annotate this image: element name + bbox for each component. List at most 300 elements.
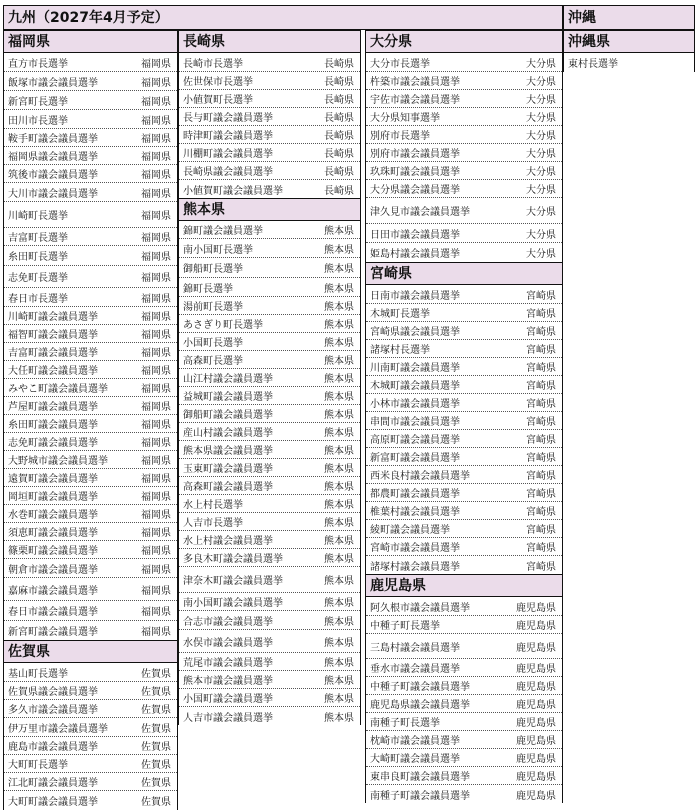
election-prefecture: 宮崎県 (526, 471, 556, 482)
election-name: 水上村議会議員選挙 (183, 536, 273, 547)
election-prefecture: 福岡県 (141, 58, 171, 70)
pref-header (563, 30, 695, 53)
election-name: 鹿島市議会議員選挙 (8, 742, 98, 753)
pref-header (365, 262, 563, 285)
election-prefecture: 熊本県 (324, 536, 354, 547)
election-row (366, 180, 562, 198)
election-name: 佐世保市長選挙 (183, 77, 253, 88)
election-row (4, 147, 177, 165)
election-row (366, 243, 562, 262)
election-prefecture: 宮崎県 (526, 381, 556, 392)
election-row (4, 773, 177, 791)
election-row (4, 307, 177, 325)
election-prefecture: 大分県 (526, 58, 556, 70)
election-name: 飯塚市議会議員選挙 (8, 77, 98, 89)
election-row (4, 325, 177, 343)
election-prefecture: 福岡県 (141, 564, 171, 576)
pref-header-text: 福岡県 (8, 33, 50, 50)
election-row (366, 108, 562, 126)
election-prefecture: 大分県 (526, 229, 556, 241)
election-prefecture: 福岡県 (141, 492, 171, 503)
election-prefecture: 宮崎県 (526, 489, 556, 500)
election-prefecture: 大分県 (526, 113, 556, 124)
election-name: 大分市長選挙 (370, 58, 430, 70)
election-prefecture: 鹿児島県 (516, 718, 556, 729)
election-name: 中種子町長選挙 (370, 621, 440, 632)
election-name: 南種子町議会議員選挙 (370, 790, 470, 802)
election-row (4, 266, 177, 288)
election-prefecture: 福岡県 (141, 134, 171, 145)
election-row (366, 376, 562, 394)
election-prefecture: 福岡県 (141, 366, 171, 377)
election-name: 大崎町議会議員選挙 (370, 754, 460, 765)
election-row (366, 767, 562, 785)
election-prefecture: 宮崎県 (526, 543, 556, 554)
election-row (179, 239, 360, 258)
election-row (366, 785, 562, 803)
election-name: 基山町長選挙 (8, 668, 68, 680)
election-name: 日田市議会議員選挙 (370, 229, 460, 241)
election-prefecture: 福岡県 (141, 627, 171, 638)
election-prefecture: 熊本県 (324, 482, 354, 493)
election-row (4, 129, 177, 147)
election-name: 熊本県議会議員選挙 (183, 446, 273, 457)
election-prefecture: 熊本県 (324, 694, 354, 705)
election-row (4, 451, 177, 469)
election-name: 伊万里市議会議員選挙 (8, 723, 108, 735)
election-prefecture: 福岡県 (141, 77, 171, 89)
election-prefecture: 大分県 (526, 249, 556, 260)
election-name: 長与町議会議員選挙 (183, 113, 273, 124)
election-row (4, 682, 177, 700)
election-name: 人吉市長選挙 (183, 518, 243, 529)
election-prefecture: 福岡県 (141, 211, 171, 222)
election-row (4, 183, 177, 202)
election-row (4, 663, 177, 682)
election-name: 椎葉村議会議員選挙 (370, 507, 460, 518)
election-name: 筑後市議会議員選挙 (8, 170, 98, 181)
election-row (366, 144, 562, 162)
election-row (4, 228, 177, 246)
election-name: 大任町議会議員選挙 (8, 366, 98, 377)
election-prefecture: 長崎県 (324, 131, 354, 142)
election-name: 東串良町議会議員選挙 (370, 772, 470, 783)
election-row (4, 700, 177, 718)
election-prefecture: 佐賀県 (141, 668, 171, 680)
election-name: 中種子町議会議員選挙 (370, 682, 470, 693)
election-row (179, 333, 360, 351)
election-name: 芦屋町議会議員選挙 (8, 402, 98, 413)
election-prefecture: 熊本県 (324, 283, 354, 295)
election-prefecture: 長崎県 (324, 95, 354, 106)
election-name: 朝倉市議会議員選挙 (8, 564, 98, 576)
election-name: 江北町議会議員選挙 (8, 778, 98, 789)
election-name: 錦町議会議員選挙 (183, 226, 263, 237)
election-prefecture: 熊本県 (324, 338, 354, 349)
election-row (366, 72, 562, 90)
election-row (4, 433, 177, 451)
election-name: 田川市長選挙 (8, 115, 68, 127)
pref-header-text: 長崎県 (183, 33, 225, 50)
election-row (179, 477, 360, 495)
election-prefecture: 熊本県 (324, 446, 354, 457)
election-row (4, 415, 177, 433)
election-name: 宇佐市議会議員選挙 (370, 95, 460, 106)
election-name: 大町町長選挙 (8, 760, 68, 771)
election-row (179, 221, 360, 239)
election-name: 福智町議会議員選挙 (8, 330, 98, 341)
election-row (366, 322, 562, 340)
election-row (4, 718, 177, 737)
election-row (179, 630, 360, 653)
election-prefecture: 福岡県 (141, 474, 171, 485)
election-name: 多久市議会議員選挙 (8, 705, 98, 716)
election-row (4, 165, 177, 183)
election-prefecture: 熊本県 (324, 428, 354, 439)
election-row (179, 593, 360, 611)
election-prefecture: 宮崎県 (526, 435, 556, 446)
election-name: 直方市長選挙 (8, 58, 68, 70)
election-name: 垂水市議会議員選挙 (370, 664, 460, 675)
election-name: 遠賀町議会議員選挙 (8, 474, 98, 485)
election-row (366, 430, 562, 448)
election-prefecture: 大分県 (526, 149, 556, 160)
election-row (179, 53, 360, 72)
election-row (179, 144, 360, 162)
election-prefecture: 福岡県 (141, 456, 171, 467)
election-prefecture: 宮崎県 (526, 417, 556, 428)
election-name: 合志市議会議員選挙 (183, 616, 273, 628)
election-prefecture: 佐賀県 (141, 723, 171, 735)
election-name: 杵築市議会議員選挙 (370, 77, 460, 88)
region-title-text: 九州（2027年4月予定） (8, 9, 169, 26)
election-row (4, 246, 177, 266)
election-row (564, 53, 694, 72)
election-row (179, 126, 360, 144)
election-prefecture: 福岡県 (141, 96, 171, 108)
election-row (366, 659, 562, 677)
election-prefecture: 鹿児島県 (516, 621, 556, 632)
region-title-okinawa (563, 5, 695, 30)
election-prefecture: 熊本県 (324, 226, 354, 237)
election-prefecture: 熊本県 (324, 410, 354, 421)
election-name: 大野城市議会議員選挙 (8, 456, 108, 467)
election-prefecture: 大分県 (526, 77, 556, 88)
election-row (4, 621, 177, 640)
election-name: 小国町長選挙 (183, 338, 243, 349)
election-prefecture: 佐賀県 (141, 742, 171, 753)
election-prefecture: 熊本県 (324, 244, 354, 256)
election-prefecture: 大分県 (526, 95, 556, 106)
election-row (179, 180, 360, 198)
election-list (3, 663, 178, 810)
election-prefecture: 熊本県 (324, 302, 354, 313)
election-name: 産山村議会議員選挙 (183, 428, 273, 439)
election-name: 大分県議会議員選挙 (370, 185, 460, 196)
election-prefecture: 宮崎県 (526, 290, 556, 302)
election-row (366, 285, 562, 304)
election-row (179, 531, 360, 549)
election-prefecture: 福岡県 (141, 252, 171, 263)
election-prefecture: 長崎県 (324, 149, 354, 160)
election-name: あさぎり町長選挙 (183, 320, 263, 331)
election-name: 木城町長選挙 (370, 309, 430, 320)
election-row (366, 224, 562, 243)
pref-header (178, 198, 361, 221)
election-name: 大川市議会議員選挙 (8, 188, 98, 200)
election-row (366, 677, 562, 695)
election-name: 高森町長選挙 (183, 356, 243, 367)
election-prefecture: 福岡県 (141, 188, 171, 200)
election-row (4, 755, 177, 773)
election-name: 阿久根市議会議員選挙 (370, 602, 470, 614)
election-row (366, 162, 562, 180)
election-name: 南小国町議会議員選挙 (183, 598, 283, 609)
election-prefecture: 大分県 (526, 207, 556, 218)
election-name: 別府市議会議員選挙 (370, 149, 460, 160)
election-prefecture: 長崎県 (324, 77, 354, 88)
election-prefecture: 福岡県 (141, 384, 171, 395)
election-row (179, 707, 360, 725)
election-prefecture: 熊本県 (324, 518, 354, 529)
election-prefecture: 佐賀県 (141, 778, 171, 789)
election-row (366, 126, 562, 144)
election-row (179, 108, 360, 126)
election-name: 水巻町議会議員選挙 (8, 510, 98, 521)
election-list (365, 53, 563, 262)
election-prefecture: 宮崎県 (526, 345, 556, 356)
election-row (179, 671, 360, 689)
election-name: 益城町議会議員選挙 (183, 392, 273, 403)
election-row (366, 713, 562, 731)
election-row (179, 549, 360, 567)
election-list (563, 53, 695, 72)
election-prefecture: 熊本県 (324, 676, 354, 687)
election-name: 新宮町長選挙 (8, 96, 68, 108)
election-prefecture: 福岡県 (141, 293, 171, 305)
election-prefecture: 福岡県 (141, 233, 171, 244)
election-prefecture: 鹿児島県 (516, 664, 556, 675)
election-prefecture: 佐賀県 (141, 705, 171, 716)
election-row (366, 556, 562, 574)
election-prefecture: 福岡県 (141, 312, 171, 323)
election-name: 宮崎県議会議員選挙 (370, 327, 460, 338)
election-name: 志免町議会議員選挙 (8, 438, 98, 449)
election-prefecture: 熊本県 (324, 712, 354, 724)
region-title-kyushu (3, 5, 563, 30)
election-name: 木城町議会議員選挙 (370, 381, 460, 392)
election-name: 小値賀町議会議員選挙 (183, 185, 283, 197)
election-name: 多良木町議会議員選挙 (183, 554, 283, 565)
election-prefecture: 鹿児島県 (516, 790, 556, 802)
election-row (366, 394, 562, 412)
election-name: 諸塚村長選挙 (370, 345, 430, 356)
election-name: 佐賀県議会議員選挙 (8, 687, 98, 698)
election-row (4, 379, 177, 397)
election-prefecture: 熊本県 (324, 637, 354, 649)
election-prefecture: 鹿児島県 (516, 700, 556, 711)
election-name: 長崎市長選挙 (183, 58, 243, 70)
election-name: 熊本市議会議員選挙 (183, 676, 273, 687)
pref-header-text: 宮崎県 (370, 265, 412, 282)
election-name: 姫島村議会議員選挙 (370, 249, 460, 260)
election-prefecture: 熊本県 (324, 616, 354, 628)
election-name: 南小国町長選挙 (183, 244, 253, 256)
election-prefecture: 福岡県 (141, 585, 171, 597)
election-prefecture: 福岡県 (141, 510, 171, 521)
election-row (366, 304, 562, 322)
pref-header-text: 沖縄県 (568, 33, 610, 50)
election-prefecture: 佐賀県 (141, 797, 171, 808)
election-name: 川崎町長選挙 (8, 211, 68, 222)
election-name: 湯前町長選挙 (183, 302, 243, 313)
election-name: 宮崎市議会議員選挙 (370, 543, 460, 554)
election-prefecture: 福岡県 (141, 152, 171, 163)
election-prefecture: 福岡県 (141, 330, 171, 341)
election-name: 山江村議会議員選挙 (183, 374, 273, 385)
election-row (179, 369, 360, 387)
election-row (179, 567, 360, 593)
election-prefecture: 長崎県 (324, 113, 354, 124)
election-row (179, 459, 360, 477)
election-name: 玉東町議会議員選挙 (183, 464, 273, 475)
election-row (366, 616, 562, 634)
pref-header-text: 熊本県 (183, 201, 225, 218)
election-name: 錦町長選挙 (183, 283, 233, 295)
election-row (179, 315, 360, 333)
election-prefecture: 宮崎県 (526, 525, 556, 536)
election-prefecture: 佐賀県 (141, 687, 171, 698)
election-prefecture: 長崎県 (324, 167, 354, 178)
election-row (366, 634, 562, 659)
election-name: 東村長選挙 (568, 59, 618, 70)
election-name: 諸塚村議会議員選挙 (370, 561, 460, 573)
election-name: 津久見市議会議員選挙 (370, 207, 470, 218)
election-prefecture: 熊本県 (324, 598, 354, 609)
election-list (178, 53, 361, 198)
pref-header-text: 鹿児島県 (370, 577, 426, 594)
election-prefecture: 福岡県 (141, 170, 171, 181)
election-name: 御船町長選挙 (183, 264, 243, 275)
election-prefecture: 長崎県 (324, 58, 354, 70)
election-name: 鞍手町議会議員選挙 (8, 134, 98, 145)
election-list (365, 285, 563, 574)
election-row (366, 340, 562, 358)
election-row (4, 397, 177, 415)
election-prefecture: 熊本県 (324, 576, 354, 587)
election-row (179, 351, 360, 369)
pref-header-text: 大分県 (370, 33, 412, 50)
election-name: 高原町議会議員選挙 (370, 435, 460, 446)
election-name: 小国町議会議員選挙 (183, 694, 273, 705)
election-row (366, 695, 562, 713)
election-name: 南種子町長選挙 (370, 718, 440, 729)
election-name: 津奈木町議会議員選挙 (183, 576, 283, 587)
election-name: 荒尾市議会議員選挙 (183, 658, 273, 669)
election-prefecture: 宮崎県 (526, 309, 556, 320)
election-row (366, 53, 562, 72)
election-name: 福岡県議会議員選挙 (8, 152, 98, 163)
election-row (4, 601, 177, 621)
election-row (4, 559, 177, 578)
election-prefecture: 熊本県 (324, 356, 354, 367)
pref-header (178, 30, 361, 53)
pref-header (3, 640, 178, 663)
election-prefecture: 福岡県 (141, 402, 171, 413)
election-prefecture: 宮崎県 (526, 561, 556, 573)
election-prefecture: 福岡県 (141, 273, 171, 284)
election-prefecture: 熊本県 (324, 500, 354, 511)
election-name: 須恵町議会議員選挙 (8, 528, 98, 539)
election-prefecture: 長崎県 (324, 185, 354, 197)
region-title-okinawa-text: 沖縄 (568, 9, 596, 26)
election-prefecture: 鹿児島県 (516, 754, 556, 765)
election-name: 枕崎市議会議員選挙 (370, 736, 460, 747)
election-name: 別府市長選挙 (370, 131, 430, 142)
election-row (366, 502, 562, 520)
election-row (179, 441, 360, 459)
election-name: 串間市議会議員選挙 (370, 417, 460, 428)
pref-header-text: 佐賀県 (8, 643, 50, 660)
election-row (4, 91, 177, 110)
election-name: 高森町議会議員選挙 (183, 482, 273, 493)
election-name: 糸田町議会議員選挙 (8, 420, 98, 431)
election-row (4, 505, 177, 523)
election-row (179, 387, 360, 405)
election-name: 岡垣町議会議員選挙 (8, 492, 98, 503)
election-row (366, 597, 562, 616)
election-name: 小林市議会議員選挙 (370, 399, 460, 410)
election-prefecture: 宮崎県 (526, 453, 556, 464)
election-name: 水俣市議会議員選挙 (183, 637, 273, 649)
election-name: 吉富町長選挙 (8, 233, 68, 244)
election-prefecture: 熊本県 (324, 658, 354, 669)
election-row (179, 278, 360, 297)
election-name: 春日市議会議員選挙 (8, 607, 98, 618)
election-prefecture: 大分県 (526, 185, 556, 196)
election-list (178, 221, 361, 725)
election-row (366, 90, 562, 108)
pref-header (3, 30, 178, 53)
election-prefecture: 福岡県 (141, 546, 171, 557)
election-row (179, 72, 360, 90)
election-row (4, 288, 177, 307)
election-prefecture: 宮崎県 (526, 327, 556, 338)
election-row (179, 653, 360, 671)
election-row (366, 484, 562, 502)
election-row (4, 791, 177, 810)
election-row (4, 469, 177, 487)
election-prefecture: 福岡県 (141, 438, 171, 449)
election-prefecture: 熊本県 (324, 554, 354, 565)
election-list (3, 53, 178, 640)
election-row (179, 162, 360, 180)
election-prefecture: 鹿児島県 (516, 642, 556, 654)
election-row (366, 520, 562, 538)
election-prefecture: 鹿児島県 (516, 602, 556, 614)
election-prefecture: 大分県 (526, 131, 556, 142)
election-row (179, 405, 360, 423)
election-row (4, 53, 177, 72)
election-row (366, 358, 562, 376)
election-row (366, 412, 562, 430)
election-name: 篠栗町議会議員選挙 (8, 546, 98, 557)
election-prefecture: 福岡県 (141, 115, 171, 127)
election-row (4, 361, 177, 379)
election-row (366, 198, 562, 224)
election-row (4, 487, 177, 505)
election-row (366, 466, 562, 484)
